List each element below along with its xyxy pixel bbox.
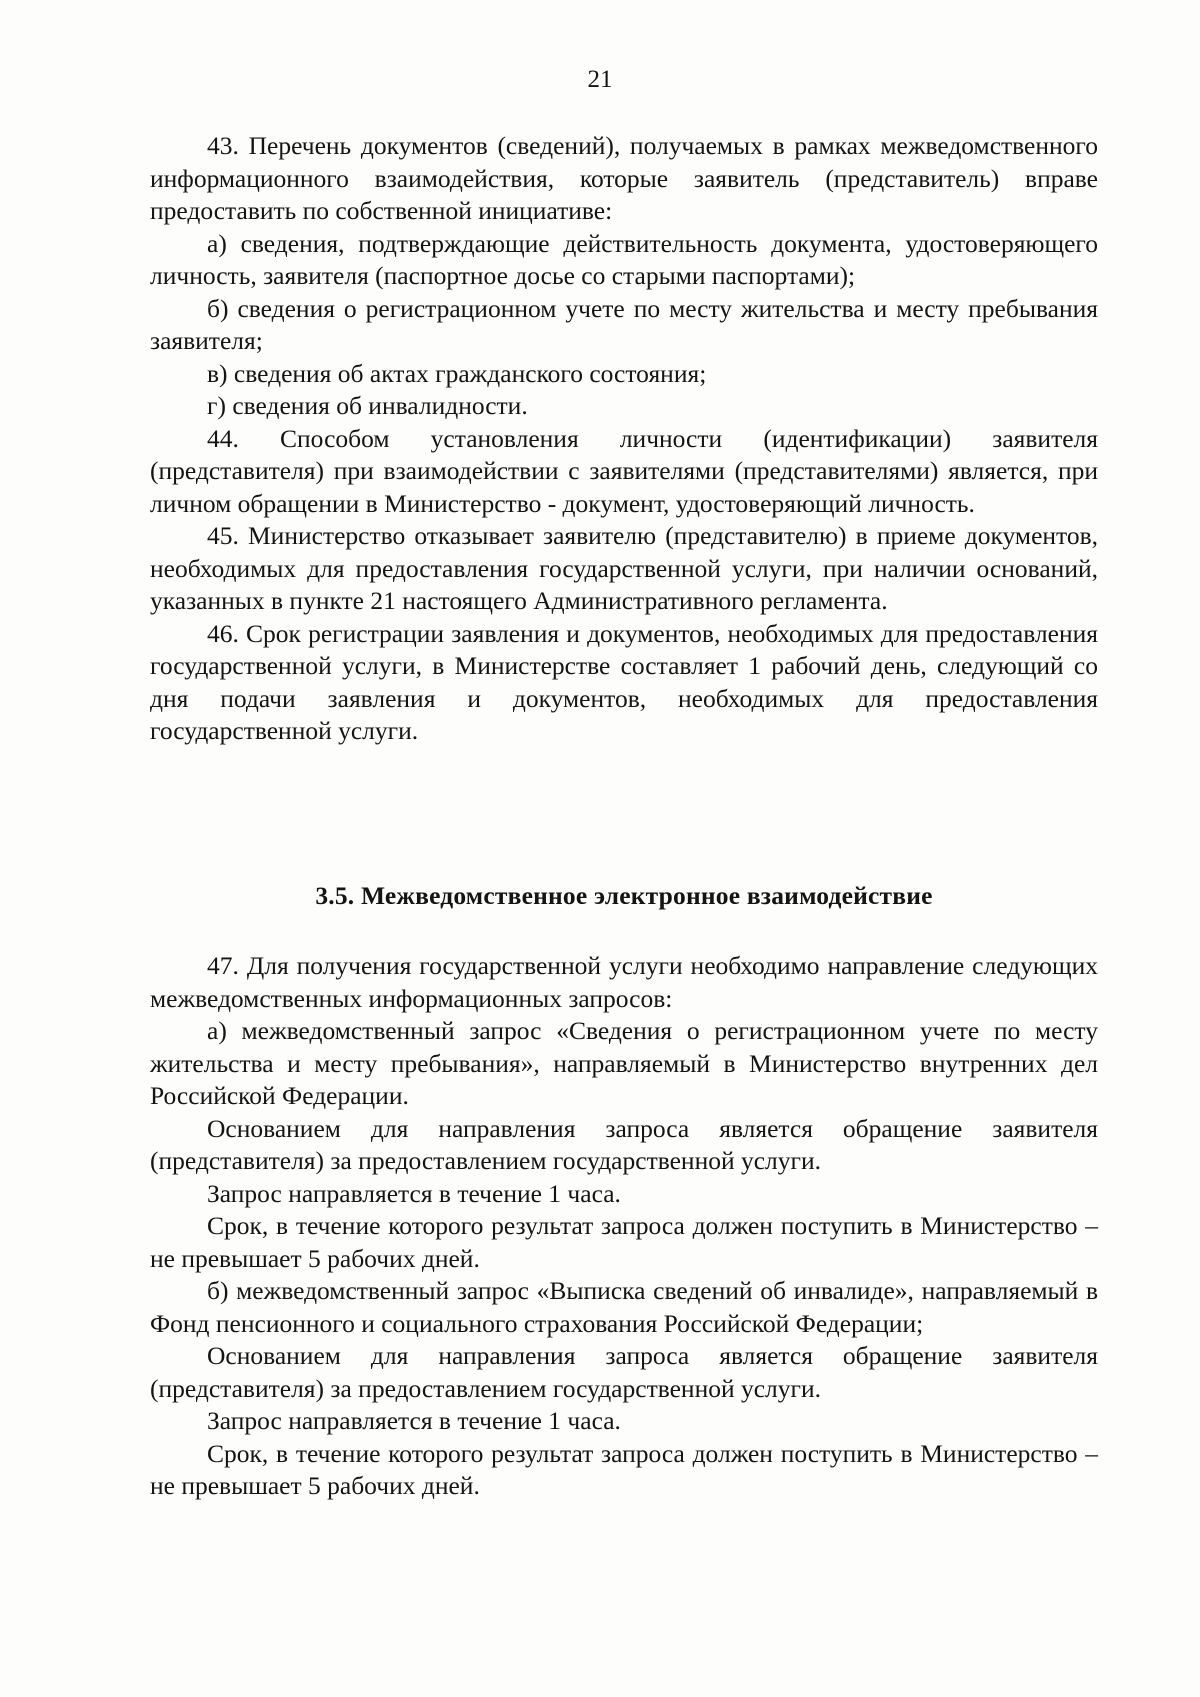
section-heading: 3.5. Межведомственное электронное взаимодействие	[315, 881, 933, 910]
paragraph-deadline-b: Срок, в течение которого результат запроса должен поступить в Министерство – не превышает 5 рабочих дней.	[150, 1438, 1098, 1500]
paragraph-43-item-v: в) сведения об актах гражданского состояния;	[207, 358, 707, 388]
paragraph-43-item-a: а) сведения, подтверждающие действительность документа, удостоверяющего личность, заявителя (паспортное досье со старыми паспортами);	[150, 228, 1098, 290]
section-47-text	[150, 950, 1098, 1503]
paragraph-46: 46. Срок регистрации заявления и документов, необходимых для предоставления государственной услуги, в Министерстве составляет 1 рабочий день, следующий со дня подачи заявления и документов, необходимых для предоставления государственной услуги.	[150, 618, 1098, 745]
page-number: 21	[587, 66, 613, 93]
paragraph-basis-a: Основанием для направления запроса является обращение заявителя (представителя) за предоставлением государственной услуги.	[150, 1113, 1098, 1175]
paragraph-request-time-b: Запрос направляется в течение 1 часа.	[207, 1406, 621, 1435]
paragraph-43-item-b: б) сведения о регистрационном учете по месту жительства и месту пребывания заявителя;	[150, 293, 1098, 355]
paragraph-47-item-a: а) межведомственный запрос «Сведения о регистрационном учете по месту жительства и месту пребывания», направляемый в Министерство внутренних дел Российской Федерации.	[150, 1016, 1098, 1110]
section-43-46-text	[150, 130, 1098, 748]
paragraph-44: 44. Способом установления личности (идентификации) заявителя (представителя) при взаимодействии с заявителями (представителями) является, при личном обращении в Министерство - документ, удостоверяющий личность.	[150, 423, 1098, 518]
paragraph-47-item-b: б) межведомственный запрос «Выписка сведений об инвалиде», направляемый в Фонд пенсионного и социального страхования Российской Федерации;	[150, 1276, 1098, 1338]
paragraph-47: 47. Для получения государственной услуги необходимо направление следующих межведомственных информационных запросов:	[150, 951, 1098, 1013]
paragraph-45: 45. Министерство отказывает заявителю (представителю) в приеме документов, необходимых для предоставления государственной услуги, при наличии оснований, указанных в пункте 21 настоящего Административного регламента.	[150, 521, 1098, 615]
paragraph-deadline-a: Срок, в течение которого результат запроса должен поступить в Министерство – не превышает 5 рабочих дней.	[150, 1211, 1098, 1273]
paragraph-43: 43. Перечень документов (сведений), получаемых в рамках межведомственного информационного взаимодействия, которые заявитель (представитель) вправе предоставить по собственной инициативе:	[150, 131, 1098, 225]
paragraph-request-time-a: Запрос направляется в течение 1 часа.	[207, 1178, 621, 1208]
paragraph-basis-b: Основанием для направления запроса является обращение заявителя (представителя) за предоставлением государственной услуги.	[150, 1341, 1098, 1403]
paragraph-43-item-g: г) сведения об инвалидности.	[207, 391, 528, 420]
